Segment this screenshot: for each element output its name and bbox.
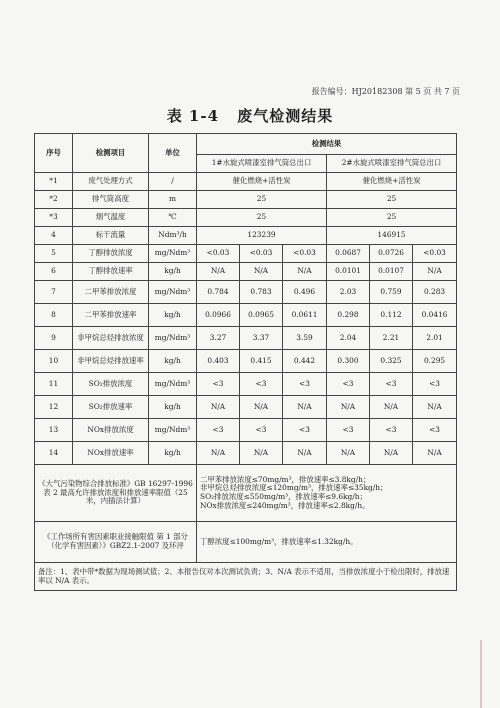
report-number: 报告编号：HJ20182308 第 5 页 共 7 页 <box>311 87 460 96</box>
row-value: <0.03 <box>283 245 327 263</box>
row-value: 0.0687 <box>327 245 370 263</box>
row-value: <3 <box>197 419 240 442</box>
table-row <box>35 373 457 396</box>
row-item: 丁醇排放速率 <box>73 263 149 281</box>
row-value: N/A <box>197 442 240 465</box>
row-seq: *2 <box>35 191 73 209</box>
row-item: 标干流量 <box>73 227 149 245</box>
row-value: <3 <box>283 373 327 396</box>
row-value: 0.0611 <box>283 304 327 327</box>
table-row <box>35 209 457 227</box>
row-value: <3 <box>370 373 413 396</box>
standard-limits-2 <box>197 522 457 563</box>
row-value: N/A <box>413 442 457 465</box>
row-item: 排气筒高度 <box>73 191 149 209</box>
row-unit: m <box>149 191 197 209</box>
row-item: 非甲烷总烃排放速率 <box>73 350 149 373</box>
row-seq: 10 <box>35 350 73 373</box>
row-value: N/A <box>413 396 457 419</box>
table-row <box>35 304 457 327</box>
row-seq: 14 <box>35 442 73 465</box>
row-seq: 6 <box>35 263 73 281</box>
header-outlet-1: 1#水旋式喷漆室排气筒总出口 <box>197 155 327 173</box>
row-value: N/A <box>327 396 370 419</box>
row-value: 0.403 <box>197 350 240 373</box>
row-unit: ℃ <box>149 209 197 227</box>
table-title <box>0 105 500 126</box>
row-value-outlet-1: 25 <box>197 191 327 209</box>
standard-limits-1 <box>197 465 457 522</box>
stamp-edge <box>480 640 500 708</box>
row-value: 0.0416 <box>413 304 457 327</box>
table-number: 表 1-4 <box>166 107 220 125</box>
row-value: N/A <box>283 263 327 281</box>
table-row <box>35 442 457 465</box>
row-seq: 9 <box>35 327 73 350</box>
row-unit: mg/Ndm³ <box>149 373 197 396</box>
row-seq: 13 <box>35 419 73 442</box>
row-value: 0.0966 <box>197 304 240 327</box>
row-value: <3 <box>197 373 240 396</box>
row-seq: 7 <box>35 281 73 304</box>
row-value-outlet-2: 25 <box>327 209 457 227</box>
row-value: N/A <box>240 396 283 419</box>
row-value: 2.04 <box>327 327 370 350</box>
row-item: NOx排放速率 <box>73 442 149 465</box>
table-row <box>35 281 457 304</box>
table-row <box>35 245 457 263</box>
row-unit: kg/h <box>149 396 197 419</box>
row-value: <3 <box>413 373 457 396</box>
exhaust-gas-results-table <box>34 133 457 591</box>
row-value: 2.01 <box>413 327 457 350</box>
row-value: <3 <box>283 419 327 442</box>
row-value: N/A <box>370 396 413 419</box>
row-value: 0.415 <box>240 350 283 373</box>
row-value: 0.759 <box>370 281 413 304</box>
row-item: 丁醇排放浓度 <box>73 245 149 263</box>
row-seq: 8 <box>35 304 73 327</box>
row-value: 0.0107 <box>370 263 413 281</box>
row-seq: 4 <box>35 227 73 245</box>
table-row <box>35 227 457 245</box>
row-value: 0.0101 <box>327 263 370 281</box>
row-value: <3 <box>327 373 370 396</box>
row-seq: 11 <box>35 373 73 396</box>
row-unit: kg/h <box>149 304 197 327</box>
row-value: 0.112 <box>370 304 413 327</box>
row-unit: mg/Ndm³ <box>149 327 197 350</box>
row-seq: 12 <box>35 396 73 419</box>
row-value-outlet-2: 146915 <box>327 227 457 245</box>
row-unit: kg/h <box>149 263 197 281</box>
row-value: 0.0726 <box>370 245 413 263</box>
row-value: 0.442 <box>283 350 327 373</box>
row-item: 二甲苯排放浓度 <box>73 281 149 304</box>
row-value: N/A <box>327 442 370 465</box>
row-item: SO₂排放浓度 <box>73 373 149 396</box>
header-seq: 序号 <box>35 134 73 173</box>
row-item: 烟气温度 <box>73 209 149 227</box>
table-row <box>35 419 457 442</box>
row-seq: *1 <box>35 173 73 191</box>
table-row <box>35 191 457 209</box>
limit-line: 二甲苯排放浓度≤70mg/m³，排放速率≤3.8kg/h； <box>200 474 371 484</box>
row-seq: *3 <box>35 209 73 227</box>
row-item: 非甲烷总烃排放浓度 <box>73 327 149 350</box>
row-unit: mg/Ndm³ <box>149 419 197 442</box>
row-value: 0.300 <box>327 350 370 373</box>
row-item: 二甲苯排放速率 <box>73 304 149 327</box>
row-seq: 5 <box>35 245 73 263</box>
row-value: N/A <box>370 442 413 465</box>
row-value: 0.298 <box>327 304 370 327</box>
row-value: 0.784 <box>197 281 240 304</box>
row-value: <3 <box>240 419 283 442</box>
header-outlet-2: 2#水旋式喷漆室排气筒总出口 <box>327 155 457 173</box>
row-unit: Ndm³/h <box>149 227 197 245</box>
standards-body <box>35 465 457 591</box>
row-value: N/A <box>413 263 457 281</box>
row-value-outlet-1: 25 <box>197 209 327 227</box>
table-note: 备注：1、表中带*数据为现场测试值；2、本报告仅对本次测试负责；3、N/A 表示不适用，当排放浓度小于检出限时，排放速率以 N/A 表示。 <box>35 563 457 591</box>
row-value: 0.295 <box>413 350 457 373</box>
table-row <box>35 396 457 419</box>
row-value: <0.03 <box>240 245 283 263</box>
limit-line: SO₂排放浓度≤550mg/m³，排放速率≤9.6kg/h； <box>200 492 367 501</box>
row-item: SO₂排放速率 <box>73 396 149 419</box>
row-unit: / <box>149 173 197 191</box>
row-value: <0.03 <box>197 245 240 263</box>
table-row <box>35 173 457 191</box>
table-row <box>35 263 457 281</box>
row-value-outlet-1: 123239 <box>197 227 327 245</box>
row-value: 3.27 <box>197 327 240 350</box>
row-value: 2.21 <box>370 327 413 350</box>
row-unit: kg/h <box>149 442 197 465</box>
limit-line: 丁醇浓度≤100mg/m³，排放速率≤1.32kg/h。 <box>200 536 358 546</box>
row-value: 0.325 <box>370 350 413 373</box>
row-value: N/A <box>197 263 240 281</box>
row-value-outlet-1: 催化燃烧+活性炭 <box>197 173 327 191</box>
standard-name-1: 《大气污染物综合排放标准》GB 16297-1996 表 2 最高允许排放浓度和排放速率限值（25 米，内插法计算） <box>35 465 197 522</box>
row-value-outlet-2: 催化燃烧+活性炭 <box>327 173 457 191</box>
row-item: 废气处理方式 <box>73 173 149 191</box>
row-unit: mg/Ndm³ <box>149 281 197 304</box>
header-item: 检测项目 <box>73 134 149 173</box>
limit-line: NOx排放浓度≤240mg/m³，排放速率≤2.8kg/h。 <box>200 500 370 510</box>
row-value: N/A <box>283 396 327 419</box>
row-value: <3 <box>370 419 413 442</box>
row-value: 3.59 <box>283 327 327 350</box>
table-body <box>35 173 457 465</box>
standard-name-2: 《工作场所有害因素职业接触限值 第 1 部分（化学有害因素）》GBZ2.1-2007 及环评 <box>35 522 197 563</box>
table-name: 废气检测结果 <box>237 107 334 125</box>
limit-line: 非甲烷总烃排放浓度≤120mg/m³，排放速率≤35kg/h； <box>200 483 388 493</box>
row-value: <3 <box>327 419 370 442</box>
row-value: N/A <box>240 263 283 281</box>
row-value: N/A <box>197 396 240 419</box>
table-row <box>35 327 457 350</box>
row-value: <3 <box>413 419 457 442</box>
row-value: 0.283 <box>413 281 457 304</box>
row-value: 3.37 <box>240 327 283 350</box>
row-value: 0.496 <box>283 281 327 304</box>
row-value: <3 <box>240 373 283 396</box>
row-unit: mg/Ndm³ <box>149 245 197 263</box>
row-value: 2.03 <box>327 281 370 304</box>
row-value: 0.783 <box>240 281 283 304</box>
row-item: NOx排放浓度 <box>73 419 149 442</box>
row-value: <0.03 <box>413 245 457 263</box>
row-unit: kg/h <box>149 350 197 373</box>
row-value: N/A <box>240 442 283 465</box>
row-value-outlet-2: 25 <box>327 191 457 209</box>
header-unit: 单位 <box>149 134 197 173</box>
row-value: 0.0965 <box>240 304 283 327</box>
row-value: N/A <box>283 442 327 465</box>
table-row <box>35 350 457 373</box>
header-results: 检测结果 <box>197 134 457 155</box>
